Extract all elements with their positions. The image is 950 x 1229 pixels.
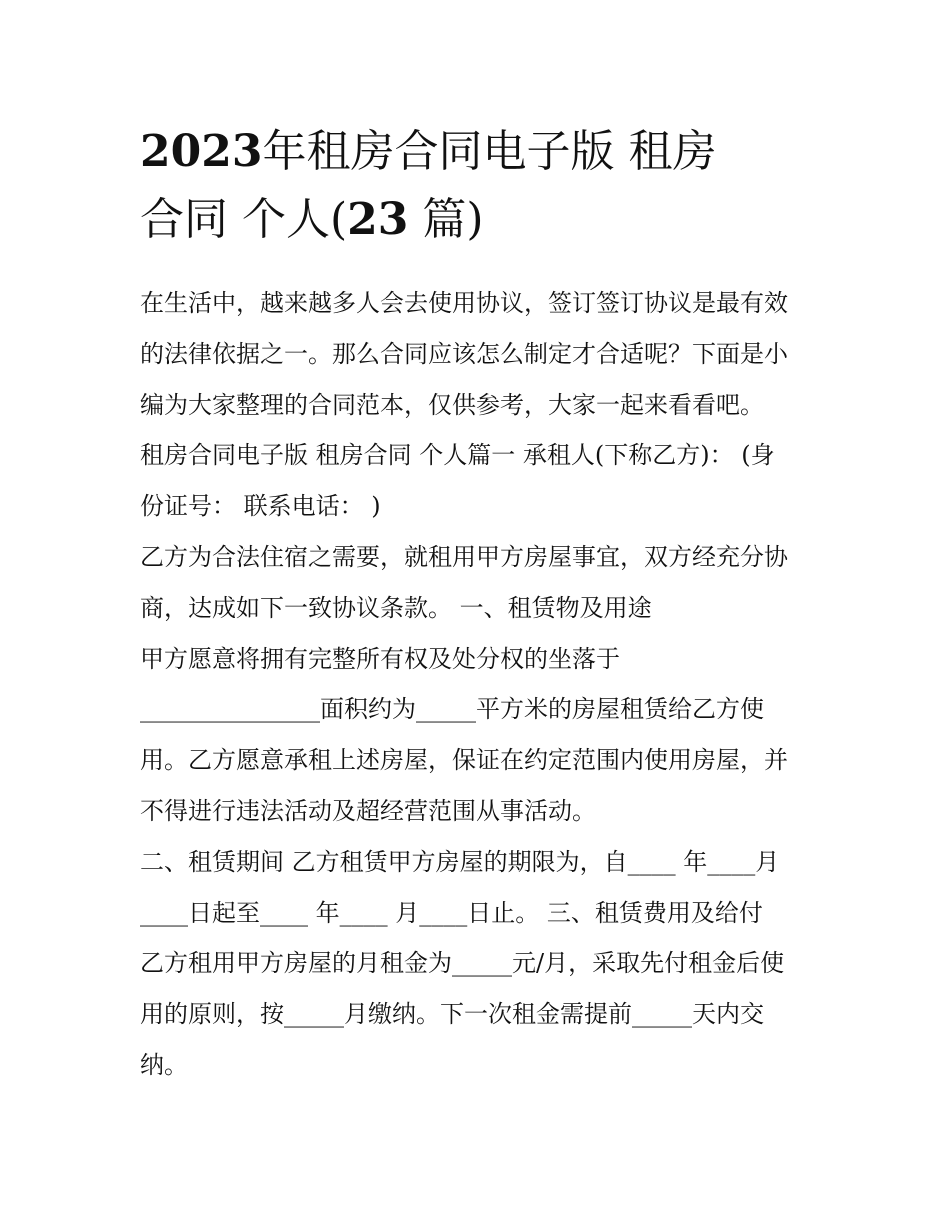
document-title bbox=[140, 118, 820, 254]
body-line: 份证号： 联系电话： ) bbox=[140, 492, 381, 521]
body-line: _______________面积约为_____平方米的房屋租赁给乙方使 bbox=[140, 695, 764, 724]
body-line: 乙方为合法住宿之需要，就租用甲方房屋事宜，双方经充分协 bbox=[140, 542, 788, 571]
document-body bbox=[140, 278, 820, 1091]
title-line-2 bbox=[140, 186, 820, 254]
title-year: 2023 bbox=[140, 126, 263, 177]
body-line: 甲方愿意将拥有完整所有权及处分权的坐落于 bbox=[140, 644, 620, 673]
body-line: 租房合同电子版 租房合同 个人篇一 承租人(下称乙方)： (身 bbox=[140, 441, 775, 470]
title-line-1-text: 年租房合同电子版 租房 bbox=[262, 126, 717, 177]
body-line: 的法律依据之一。那么合同应该怎么制定才合适呢？下面是小 bbox=[140, 339, 788, 368]
body-line: 二、租赁期间 乙方租赁甲方房屋的期限为，自____ 年____月 bbox=[140, 847, 780, 876]
body-line: 纳。 bbox=[140, 1050, 188, 1079]
title-line-1 bbox=[140, 118, 820, 186]
body-line: 不得进行违法活动及超经营范围从事活动。 bbox=[140, 796, 596, 825]
body-line: 商，达成如下一致协议条款。 一、租赁物及用途 bbox=[140, 593, 652, 622]
body-line: 编为大家整理的合同范本，仅供参考，大家一起来看看吧。 bbox=[140, 390, 764, 419]
body-line: 乙方租用甲方房屋的月租金为_____元/月，采取先付租金后使 bbox=[140, 949, 785, 978]
body-line: 用。乙方愿意承租上述房屋，保证在约定范围内使用房屋，并 bbox=[140, 746, 788, 775]
body-line: ____日起至____ 年____ 月____日止。 三、租赁费用及给付 bbox=[140, 898, 763, 927]
title-line-2-suffix: 篇) bbox=[408, 194, 484, 245]
body-line: 用的原则，按_____月缴纳。下一次租金需提前_____天内交 bbox=[140, 1000, 764, 1029]
title-line-2-prefix: 合同 个人( bbox=[140, 194, 348, 245]
body-line: 在生活中，越来越多人会去使用协议，签订签订协议是最有效 bbox=[140, 289, 788, 317]
title-count: 23 bbox=[347, 194, 409, 245]
